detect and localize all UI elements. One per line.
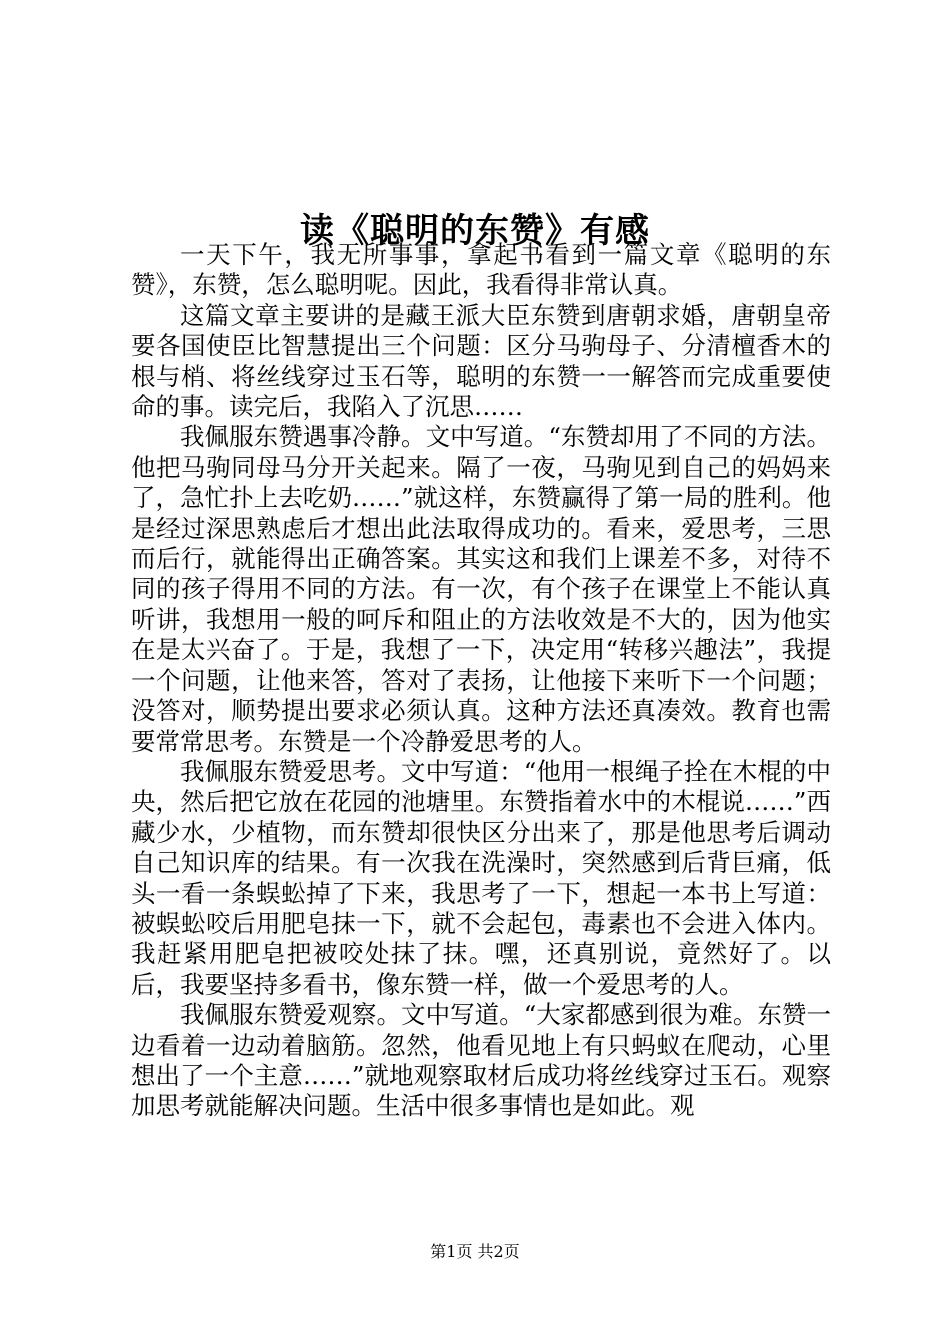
page-number-footer: 第1页 共2页 <box>430 1242 520 1261</box>
document-body <box>131 240 831 1122</box>
paragraph-observation: 我佩服东赞爱观察。文中写道。“大家都感到很为难。东赞一边看着一边动着脑筋。忽然，他看见地上有只蚂蚁在爬动，心里想出了一个主意……”就地观察取材后成功将丝线穿过玉石。观察加思考就能解决问题。生活中很多事情也是如此。观 <box>131 1000 831 1121</box>
document-title: 读《聪明的东赞》有感 <box>300 210 650 251</box>
paragraph-summary: 这篇文章主要讲的是藏王派大臣东赞到唐朝求婚，唐朝皇帝要各国使臣比智慧提出三个问题：区分马驹母子、分清檀香木的根与梢、将丝线穿过玉石等，聪明的东赞一一解答而完成重要使命的事。读完后，我陷入了沉思…… <box>131 300 831 422</box>
paragraph-intro: 一天下午，我无所事事，拿起书看到一篇文章《聪明的东赞》，东赞，怎么聪明呢。因此，我看得非常认真。 <box>131 240 831 300</box>
paragraph-thinking: 我佩服东赞爱思考。文中写道：“他用一根绳子拴在木棍的中央，然后把它放在花园的池塘里。东赞指着水中的木棍说……”西藏少水，少植物，而东赞却很快区分出来了，那是他思考后调动自己知识库的结果。有一次我在洗澡时，突然感到后背巨痛，低头一看一条蜈蚣掉了下来，我思考了一下，想起一本书上写道：被蜈蚣咬后用肥皂抹一下，就不会起包，毒素也不会进入体内。我赶紧用肥皂把被咬处抹了抹。嘿，还真别说，竟然好了。以后，我要坚持多看书，像东赞一样，做一个爱思考的人。 <box>131 756 831 999</box>
paragraph-calm: 我佩服东赞遇事冷静。文中写道。“东赞却用了不同的方法。他把马驹同母马分开关起来。隔了一夜，马驹见到自己的妈妈来了，急忙扑上去吃奶……”就这样，东赞赢得了第一局的胜利。他是经过深思熟虑后才想出此法取得成功的。看来，爱思考，三思而后行，就能得出正确答案。其实这和我们上课差不多，对待不同的孩子得用不同的方法。有一次，有个孩子在课堂上不能认真听讲，我想用一般的呵斥和阻止的方法收效是不大的，因为他实在是太兴奋了。于是，我想了一下，决定用“转移兴趣法”，我提一个问题，让他来答，答对了表扬，让他接下来听下一个问题；没答对，顺势提出要求必须认真。这种方法还真凑效。教育也需要常常思考。东赞是一个冷静爱思考的人。 <box>131 422 831 756</box>
